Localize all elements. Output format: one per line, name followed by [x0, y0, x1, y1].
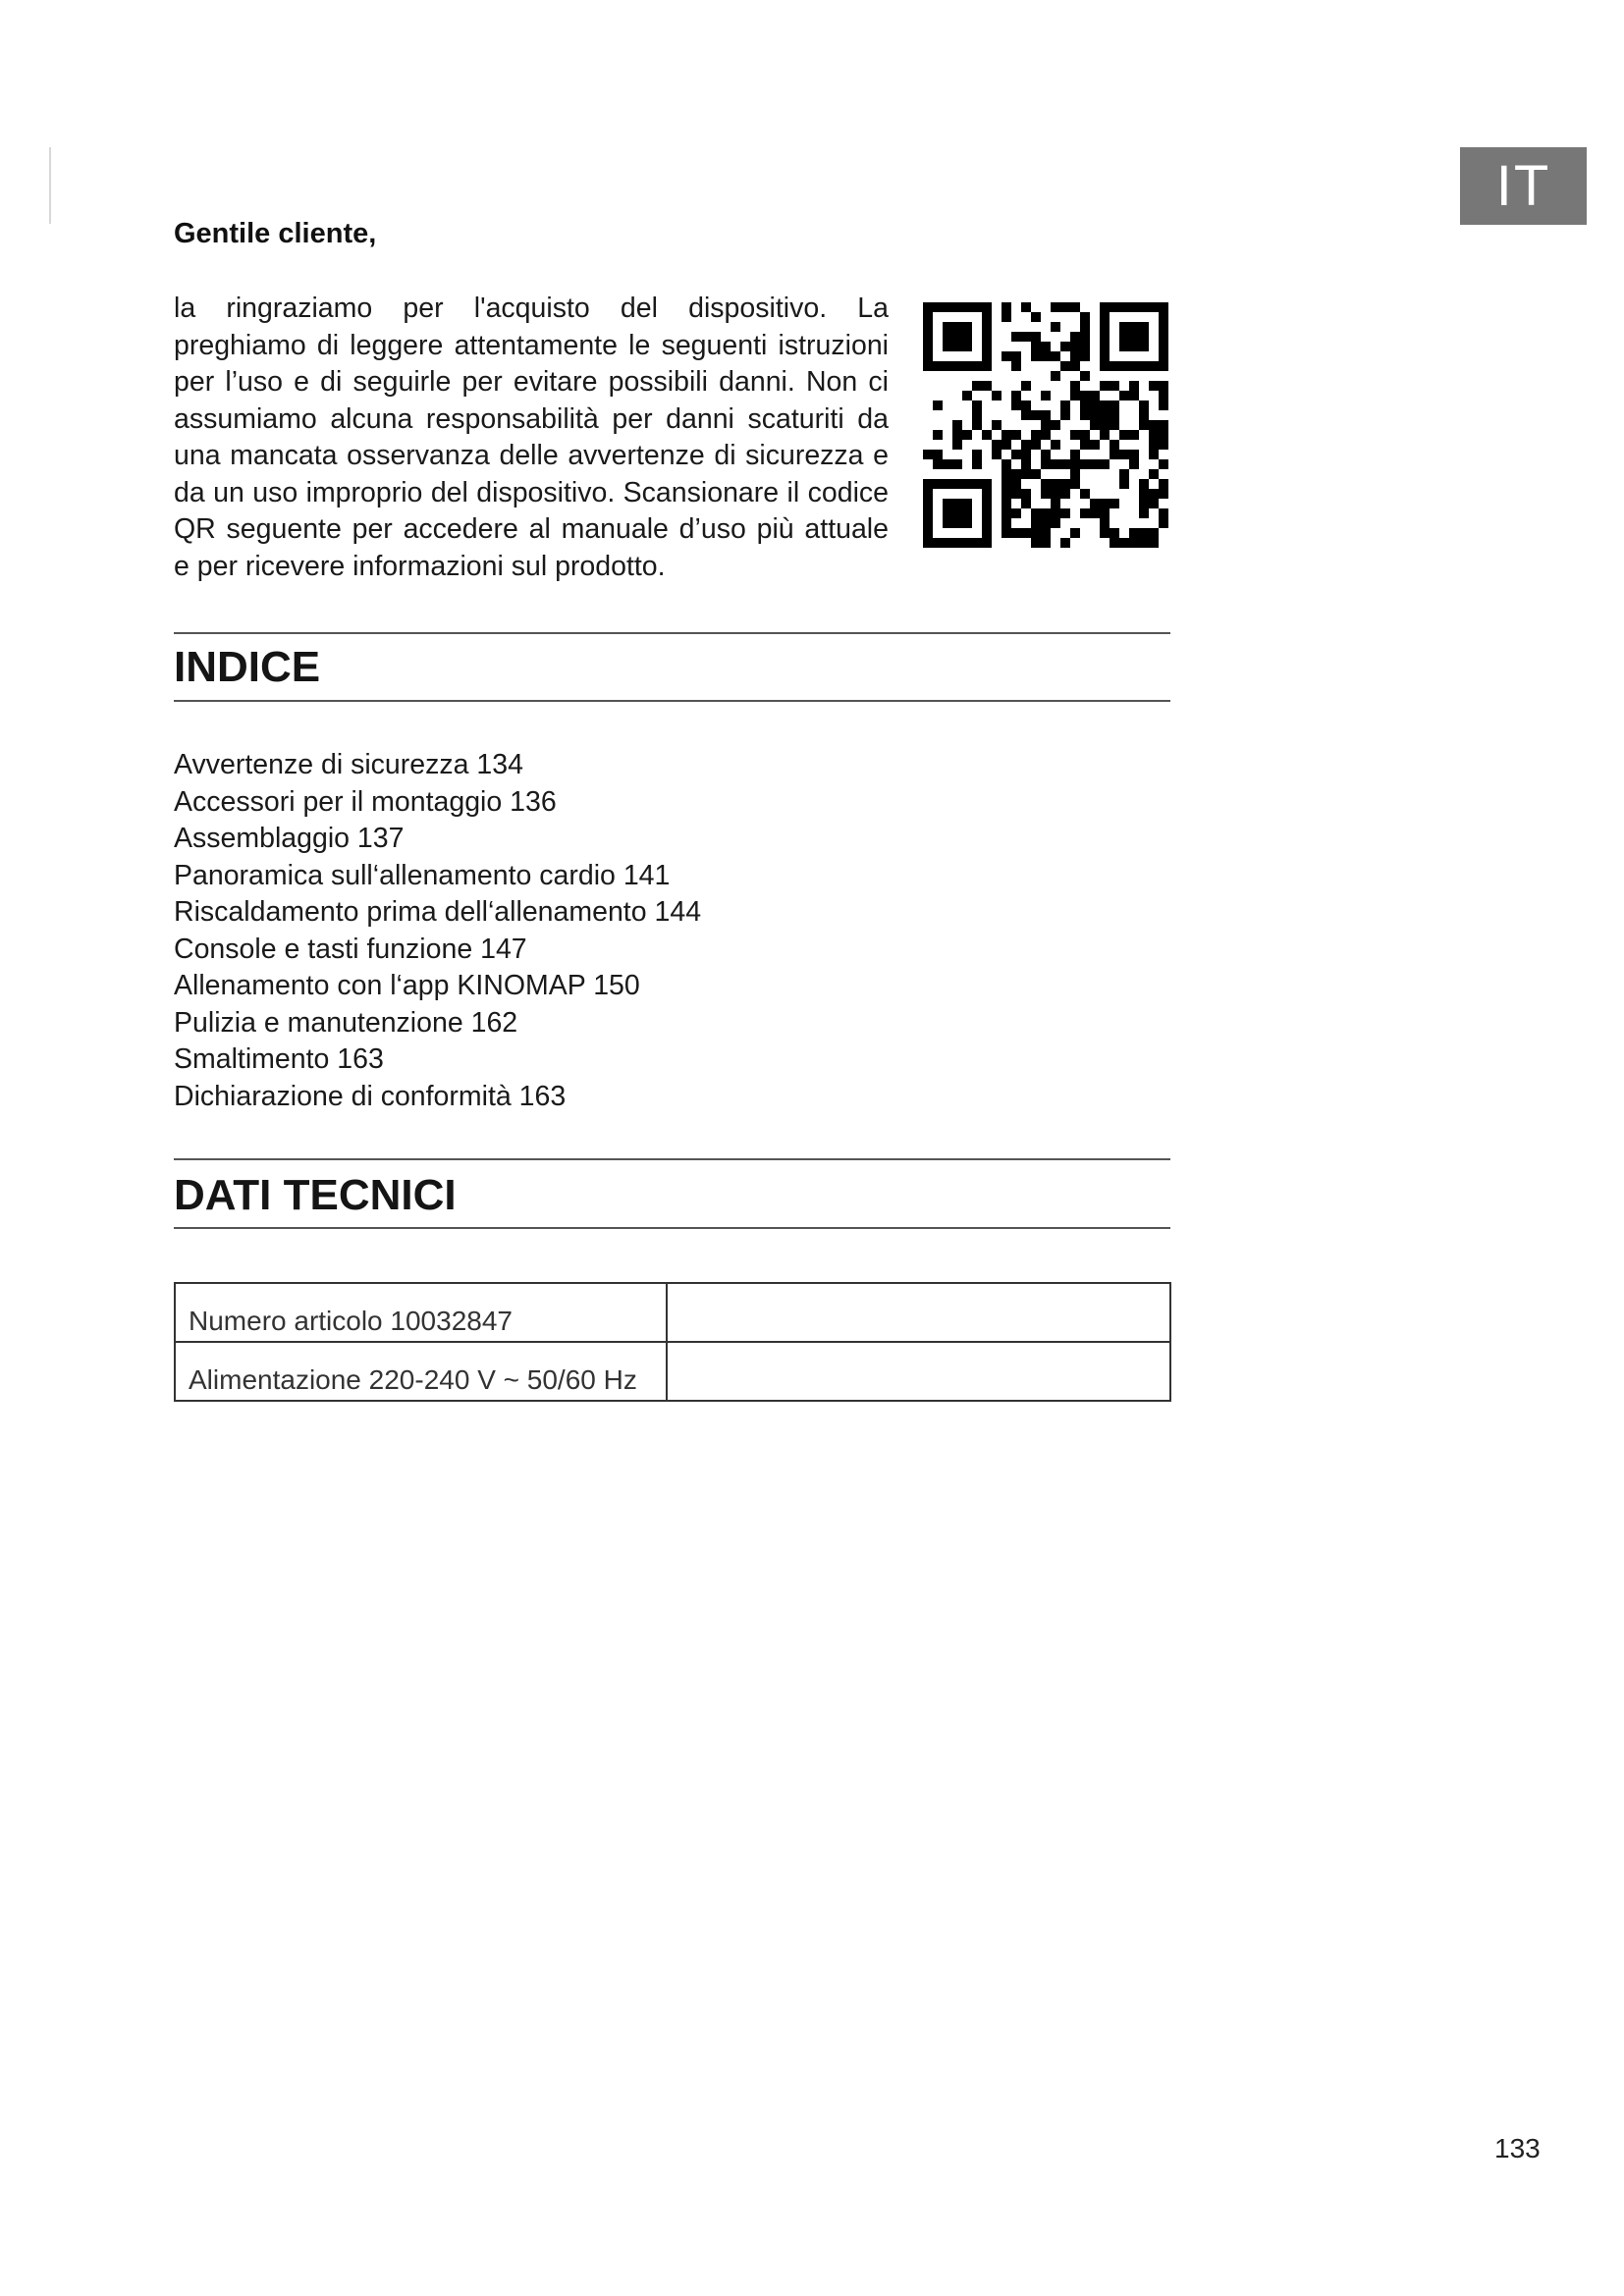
intro-paragraph: la ringraziamo per l'acquisto del dispositivo. La preghiamo di leggere attentamente le seguenti istruzioni per l’uso e di seguirle per evitare possibili danni. Non ci assumiamo alcuna responsabilità per danni scaturiti da una mancata osservanza delle avvertenze di sicurezza e da un uso improprio del dispositivo. Scansionare il codice QR seguente per accedere al manuale d’uso più attuale e per ricevere informazioni sul prodotto.: [174, 293, 889, 582]
index-heading: [174, 632, 1170, 702]
toc-item[interactable]: Console e tasti funzione 147: [174, 933, 527, 965]
qr-code-icon[interactable]: [923, 302, 1168, 548]
toc-item[interactable]: Dichiarazione di conformità 163: [174, 1080, 567, 1112]
index-title: INDICE: [174, 643, 321, 691]
tech-title: DATI TECNICI: [174, 1171, 457, 1219]
toc-item[interactable]: Pulizia e manutenzione 162: [174, 1006, 518, 1039]
specs-table: [174, 1282, 1171, 1402]
toc-item[interactable]: Allenamento con l‘app KINOMAP 150: [174, 970, 640, 1001]
language-tab: IT: [1460, 147, 1587, 225]
table-of-contents: [174, 747, 701, 1115]
greeting: Gentile cliente,: [174, 218, 377, 249]
page-number: 133: [1494, 2133, 1541, 2163]
table-row: [175, 1342, 1170, 1401]
toc-item[interactable]: Panoramica sull‘allenamento cardio 141: [174, 859, 671, 891]
spec-label: Numero articolo 10032847: [175, 1283, 667, 1342]
margin-rule: [49, 147, 51, 224]
toc-item[interactable]: Assemblaggio 137: [174, 823, 405, 854]
toc-item[interactable]: Smaltimento 163: [174, 1043, 384, 1075]
table-row: [175, 1283, 1170, 1342]
spec-value: [667, 1283, 1170, 1342]
spec-value: [667, 1342, 1170, 1401]
tech-heading: [174, 1158, 1170, 1229]
toc-item[interactable]: Riscaldamento prima dell‘allenamento 144: [174, 896, 702, 928]
spec-label: Alimentazione 220-240 V ~ 50/60 Hz: [175, 1342, 667, 1401]
toc-item[interactable]: Accessori per il montaggio 136: [174, 785, 557, 818]
toc-item[interactable]: Avvertenze di sicurezza 134: [174, 749, 523, 780]
